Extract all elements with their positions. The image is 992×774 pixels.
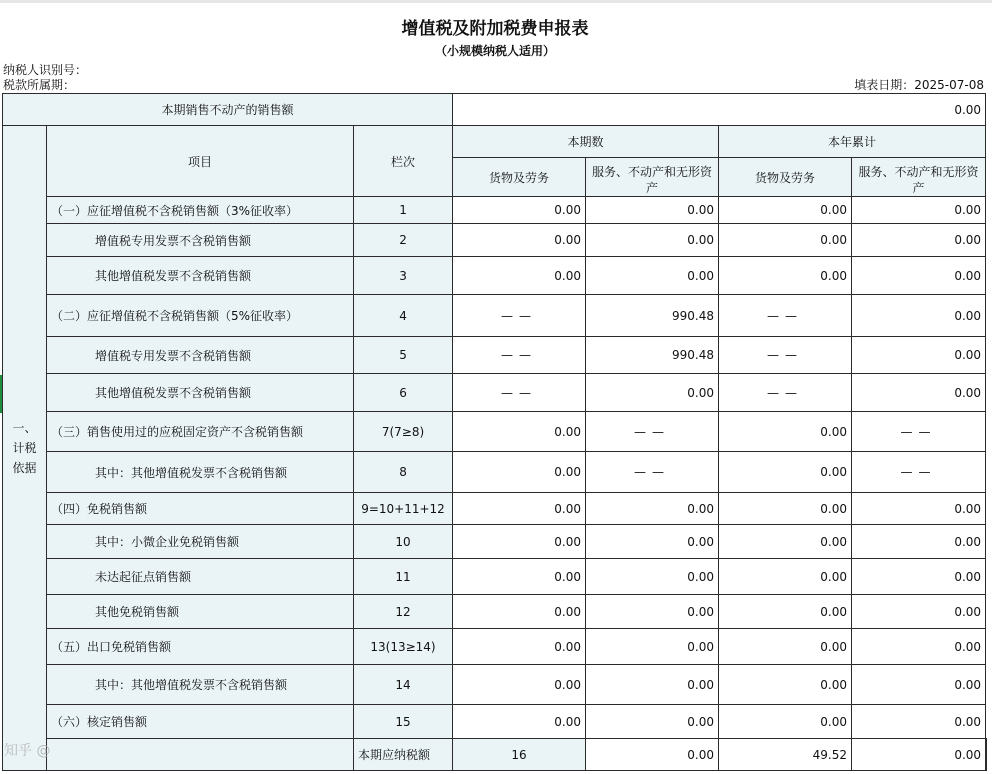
row-column-number: 12 — [354, 595, 453, 629]
header-item: 项目 — [47, 126, 354, 197]
table-row — [3, 452, 987, 493]
services-current-cell[interactable]: 49.52 — [719, 739, 852, 771]
services-ytd-cell[interactable]: 0.00 — [852, 295, 986, 337]
table-row — [3, 595, 987, 629]
services-ytd-cell[interactable]: 0.00 — [852, 595, 986, 629]
row-column-number: 3 — [354, 257, 453, 295]
row-item-label: （六）核定销售额 — [47, 705, 354, 739]
goods-ytd-cell[interactable]: 0.00 — [719, 629, 852, 665]
goods-current-cell[interactable]: 0.00 — [453, 595, 586, 629]
services-ytd-cell[interactable]: 0.00 — [852, 337, 986, 374]
services-current-cell[interactable]: 0.00 — [586, 629, 719, 665]
table-row — [3, 374, 987, 412]
section-spacer — [47, 739, 354, 771]
tax-return-table — [2, 93, 987, 771]
goods-ytd-cell[interactable]: 0.00 — [719, 705, 852, 739]
table-row — [3, 295, 987, 337]
services-ytd-cell[interactable]: 0.00 — [852, 374, 986, 412]
goods-current-cell[interactable]: 0.00 — [586, 739, 719, 771]
row-column-number: 2 — [354, 224, 453, 257]
goods-ytd-cell[interactable]: 0.00 — [719, 665, 852, 705]
window-top-edge — [0, 0, 992, 3]
goods-ytd-cell[interactable]: 0.00 — [719, 493, 852, 525]
row-column-number: 10 — [354, 525, 453, 559]
services-current-cell[interactable]: 0.00 — [586, 559, 719, 595]
table-row — [3, 629, 987, 665]
goods-current-cell[interactable]: 0.00 — [453, 525, 586, 559]
row-item-label: 其中：其他增值税发票不含税销售额 — [47, 452, 354, 493]
services-current-cell[interactable]: 0.00 — [586, 665, 719, 705]
row-item-label: 增值税专用发票不含税销售额 — [47, 337, 354, 374]
table-row — [3, 257, 987, 295]
goods-ytd-cell: —— — [719, 374, 852, 412]
form-subtitle: （小规模纳税人适用） — [434, 44, 555, 58]
table-row — [3, 197, 987, 224]
table-row — [3, 224, 987, 257]
table-row — [3, 705, 987, 739]
table-row — [3, 493, 987, 525]
header-goods-ytd: 货物及劳务 — [719, 158, 852, 197]
goods-ytd-cell[interactable]: 0.00 — [719, 595, 852, 629]
goods-current-cell[interactable]: 0.00 — [453, 224, 586, 257]
row-item-label: 其他免税销售额 — [47, 595, 354, 629]
services-current-cell[interactable]: 0.00 — [586, 197, 719, 224]
header-services-current: 服务、不动产和无形资产 — [586, 158, 719, 197]
row-item-label: （四）免税销售额 — [47, 493, 354, 525]
services-current-cell[interactable]: 0.00 — [586, 493, 719, 525]
goods-ytd-cell[interactable]: 0.00 — [719, 412, 852, 452]
goods-current-cell[interactable]: 0.00 — [453, 197, 586, 224]
row-item-label: （一）应征增值税不含税销售额（3%征收率） — [47, 197, 354, 224]
row-item-label: 本期应纳税额 — [354, 739, 453, 771]
services-current-cell[interactable]: 990.48 — [586, 337, 719, 374]
header-ytd: 本年累计 — [719, 126, 986, 158]
goods-ytd-cell[interactable]: 0.00 — [719, 559, 852, 595]
services-current-cell[interactable]: 0.00 — [586, 705, 719, 739]
goods-current-cell: —— — [453, 337, 586, 374]
goods-ytd-cell: —— — [719, 295, 852, 337]
services-current-cell[interactable]: 0.00 — [586, 257, 719, 295]
services-ytd-cell[interactable]: 0.00 — [852, 493, 986, 525]
services-ytd-cell[interactable]: 0.00 — [852, 224, 986, 257]
services-ytd-cell: —— — [852, 412, 986, 452]
row-item-label: （二）应征增值税不含税销售额（5%征收率） — [47, 295, 354, 337]
services-ytd-cell: —— — [852, 452, 986, 493]
services-current-cell[interactable]: 0.00 — [586, 525, 719, 559]
row-column-number: 6 — [354, 374, 453, 412]
goods-current-cell[interactable]: 0.00 — [453, 412, 586, 452]
services-current-cell[interactable]: 0.00 — [586, 595, 719, 629]
header-current: 本期数 — [453, 126, 719, 158]
goods-current-cell[interactable]: 0.00 — [453, 493, 586, 525]
tax-period-label: 税款所属期： — [3, 78, 76, 92]
tax-payable-row — [3, 739, 987, 771]
services-current-cell: —— — [586, 412, 719, 452]
services-ytd-cell[interactable]: 0.00 — [852, 705, 986, 739]
row-item-label: （五）出口免税销售额 — [47, 629, 354, 665]
summary-label: 本期销售不动产的销售额 — [3, 94, 453, 126]
table-row — [3, 525, 987, 559]
services-current-cell[interactable]: 0.00 — [586, 374, 719, 412]
row-column-number: 4 — [354, 295, 453, 337]
goods-current-cell[interactable]: 0.00 — [453, 629, 586, 665]
goods-ytd-cell[interactable]: 0.00 — [719, 197, 852, 224]
form-title: 增值税及附加税费申报表 — [401, 19, 589, 39]
goods-current-cell[interactable]: 0.00 — [453, 665, 586, 705]
table-row — [3, 559, 987, 595]
services-ytd-cell[interactable]: 0.00 — [852, 525, 986, 559]
row-item-label: （三）销售使用过的应税固定资产不含税销售额 — [47, 412, 354, 452]
table-row — [3, 337, 987, 374]
row-item-label: 增值税专用发票不含税销售额 — [47, 224, 354, 257]
row-item-label: 未达起征点销售额 — [47, 559, 354, 595]
services-ytd-cell[interactable]: 0.00 — [852, 257, 986, 295]
row-column-number: 11 — [354, 559, 453, 595]
header-services-ytd: 服务、不动产和无形资产 — [852, 158, 986, 197]
services-current-cell[interactable]: 0.00 — [586, 224, 719, 257]
row-column-number: 9=10+11+12 — [354, 493, 453, 525]
goods-current-cell[interactable]: 0.00 — [453, 452, 586, 493]
row-column-number: 13(13≥14) — [354, 629, 453, 665]
goods-ytd-cell: —— — [719, 337, 852, 374]
taxpayer-id-label: 纳税人识别号： — [3, 63, 88, 77]
goods-current-cell[interactable]: 0.00 — [453, 257, 586, 295]
header-goods-current: 货物及劳务 — [453, 158, 586, 197]
summary-row — [3, 94, 987, 126]
row-column-number: 15 — [354, 705, 453, 739]
table-row — [3, 412, 987, 452]
fill-date-label: 填表日期：2025-07-08 — [854, 78, 984, 92]
services-ytd-cell[interactable]: 0.00 — [852, 559, 986, 595]
goods-ytd-cell[interactable]: 0.00 — [719, 224, 852, 257]
services-ytd-cell[interactable] — [986, 739, 987, 771]
row-column-number: 8 — [354, 452, 453, 493]
goods-ytd-cell[interactable]: 0.00 — [719, 452, 852, 493]
watermark: 知乎 @ — [4, 743, 51, 759]
section-label: 一、计税依据 — [3, 126, 47, 771]
goods-ytd-cell[interactable]: 0.00 — [852, 739, 986, 771]
row-column-number: 7(7≥8) — [354, 412, 453, 452]
row-item-label: 其中：其他增值税发票不含税销售额 — [47, 665, 354, 705]
goods-current-cell: —— — [453, 374, 586, 412]
row-column-number: 16 — [453, 739, 586, 771]
services-current-cell: —— — [586, 452, 719, 493]
goods-current-cell: —— — [453, 295, 586, 337]
services-ytd-cell[interactable]: 0.00 — [852, 629, 986, 665]
row-column-number: 1 — [354, 197, 453, 224]
goods-ytd-cell[interactable]: 0.00 — [719, 257, 852, 295]
goods-ytd-cell[interactable]: 0.00 — [719, 525, 852, 559]
services-ytd-cell[interactable]: 0.00 — [852, 665, 986, 705]
row-item-label: 其他增值税发票不含税销售额 — [47, 374, 354, 412]
services-ytd-cell[interactable]: 0.00 — [852, 197, 986, 224]
header-column: 栏次 — [354, 126, 453, 197]
goods-current-cell[interactable]: 0.00 — [453, 705, 586, 739]
summary-value[interactable]: 0.00 — [453, 94, 986, 126]
table-row — [3, 665, 987, 705]
row-item-label: 其中：小微企业免税销售额 — [47, 525, 354, 559]
row-item-label: 其他增值税发票不含税销售额 — [47, 257, 354, 295]
row-column-number: 14 — [354, 665, 453, 705]
header-row-1 — [3, 126, 987, 158]
services-current-cell[interactable]: 990.48 — [586, 295, 719, 337]
row-column-number: 5 — [354, 337, 453, 374]
goods-current-cell[interactable]: 0.00 — [453, 559, 586, 595]
